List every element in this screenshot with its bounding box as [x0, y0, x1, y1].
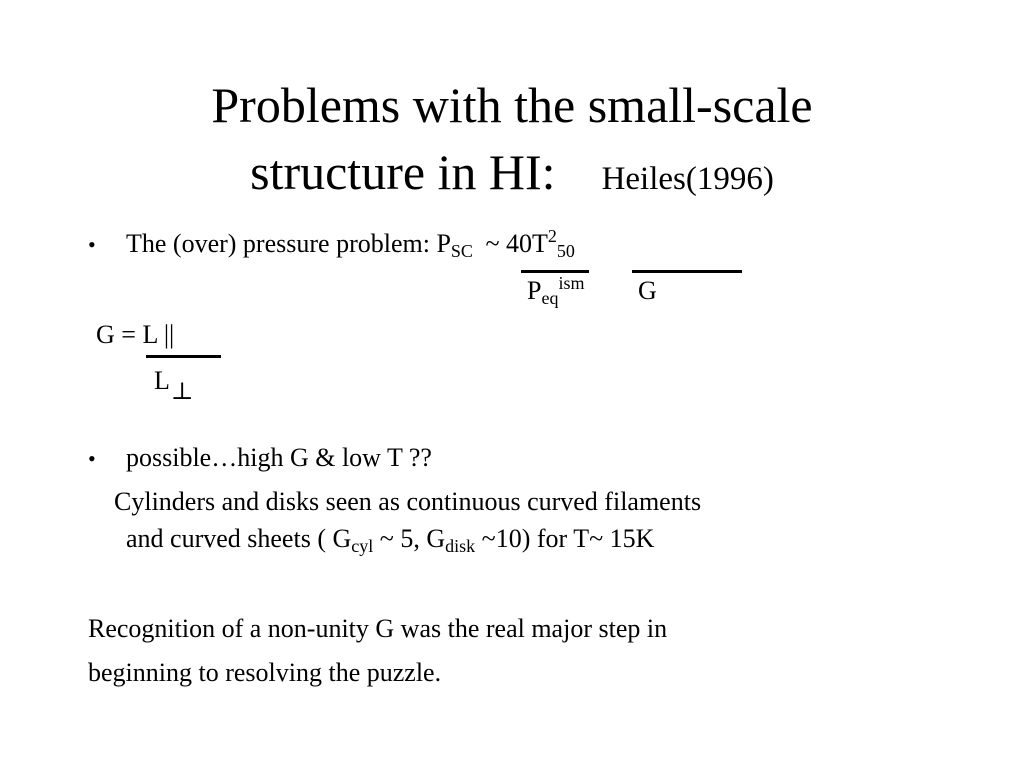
title-citation: Heiles(1996) [601, 161, 774, 197]
superscript-ism: ism [558, 273, 585, 293]
superscript-2: 2 [547, 226, 557, 246]
g-equation-numerator: G = L || [96, 320, 175, 349]
subscript-disk: disk [445, 536, 476, 556]
bullet-1 [88, 231, 96, 257]
subscript-cyl: cyl [351, 536, 374, 556]
g-equation-denominator: L⊥ [154, 366, 194, 405]
title-text-line-1: Problems with the small-scale [211, 77, 813, 133]
slide-title-line-2 [0, 144, 1024, 200]
subscript-50: 50 [556, 241, 575, 261]
subscript-eq: eq [541, 288, 559, 308]
slide-title-line-1 [0, 77, 1024, 133]
fraction-bar-temp [632, 270, 742, 273]
conclusion-line-1: Recognition of a non-unity G was the real major step in [88, 614, 668, 643]
g-equation-fraction-bar [146, 355, 221, 358]
denominator-p-eq-ism: $P_{eq}^{ism}$ [527, 273, 585, 308]
bullet-2-text: possible…high G & low T ?? [126, 443, 432, 472]
bullet-1-text: The (over) pressure problem: $P_{SC}$ ~ $40T^2_{50}$ [126, 226, 575, 261]
cylinders-line-2: and curved sheets ( $G_{cyl}$ ~ 5, $G_{disk}$ ~10) for T~ 15K [126, 524, 655, 556]
title-text-line-2: structure in HI: [250, 144, 556, 200]
denominator-g: G [638, 276, 657, 305]
bullet-glyph: • [88, 446, 96, 471]
conclusion-line-2: beginning to resolving the puzzle. [88, 658, 442, 687]
perp-symbol: ⊥ [170, 379, 194, 405]
subscript-sc: SC [450, 241, 473, 261]
cylinders-line-1: Cylinders and disks seen as continuous curved filaments [114, 487, 702, 516]
bullet-2 [88, 445, 96, 471]
bullet-glyph: • [88, 232, 96, 257]
